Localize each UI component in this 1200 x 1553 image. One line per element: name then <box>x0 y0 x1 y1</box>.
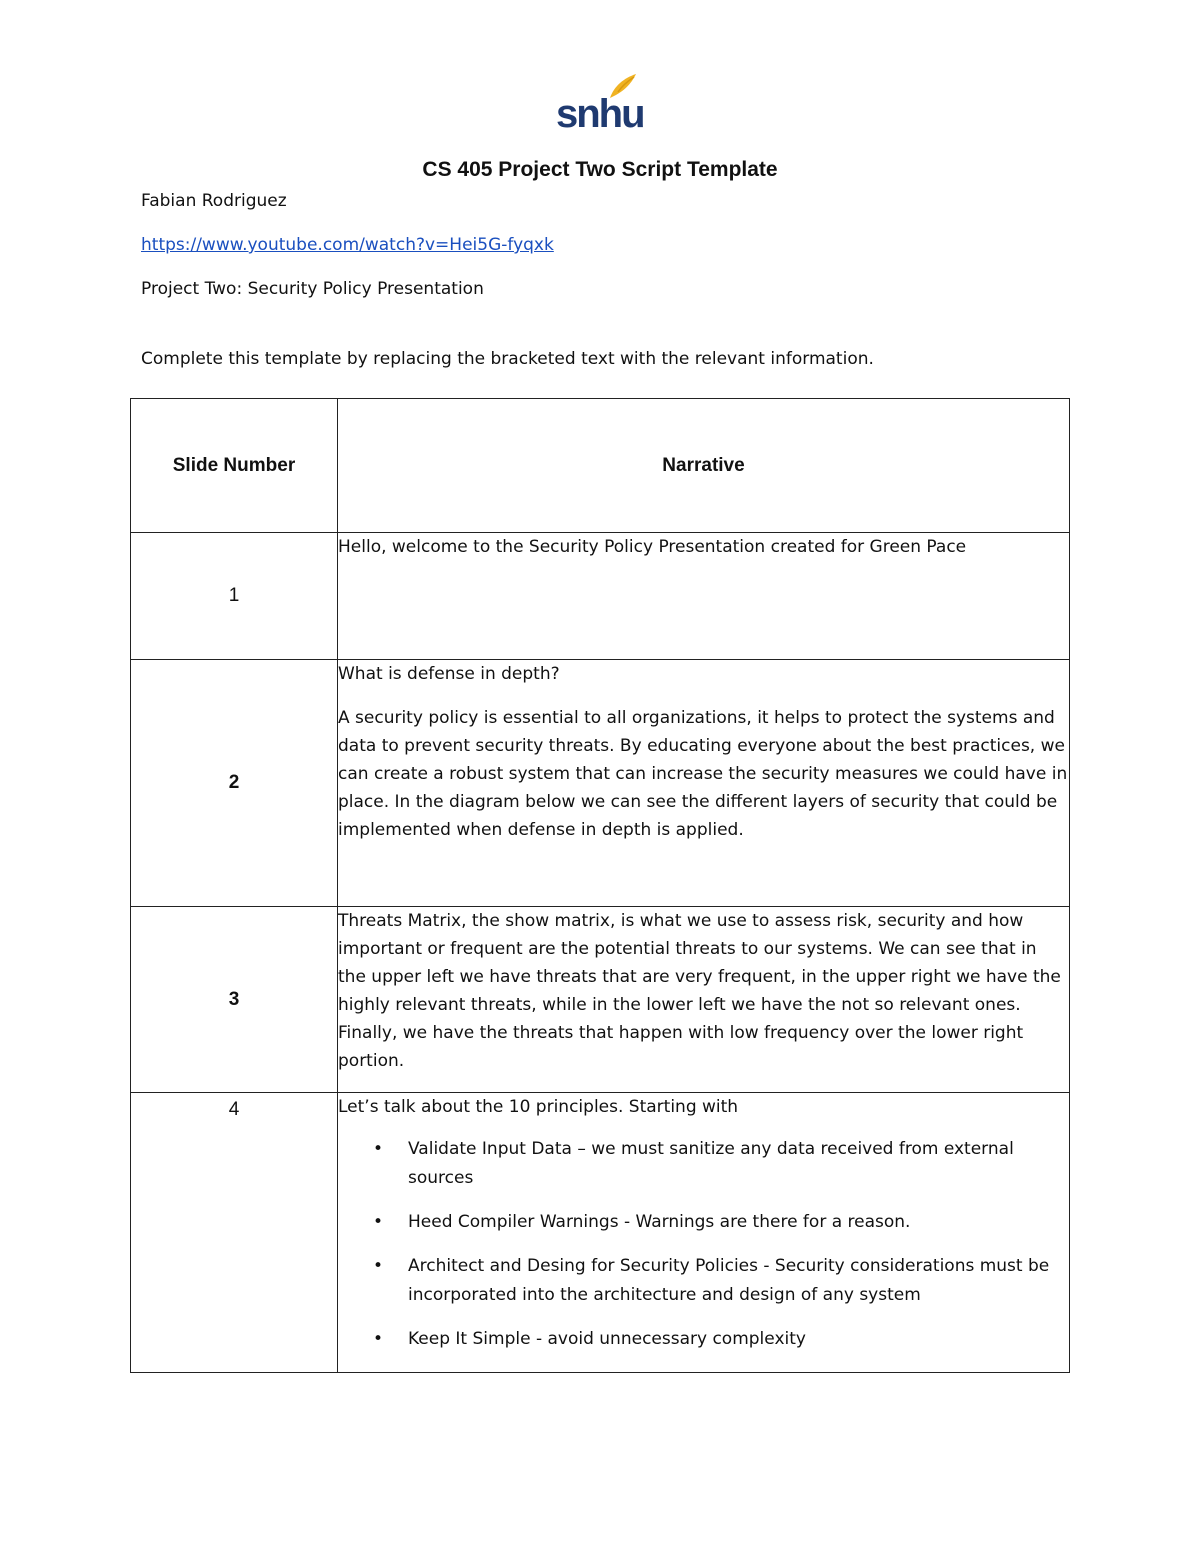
narrative-text: Let’s talk about the 10 principles. Starting with <box>338 1097 739 1117</box>
slide-number: 4 <box>131 1093 338 1373</box>
table-row <box>131 533 1070 660</box>
narrative-text: A security policy is essential to all organizations, it helps to protect the systems and data to prevent security threats. By educating everyone about the best practices, we can create a robust system that can increase the security measures we could have in place. In the diagram below we can see the different layers of security that could be implemented when defense in depth is applied. <box>338 708 1068 840</box>
narrative-cell <box>338 660 1070 907</box>
narrative-text: Hello, welcome to the Security Policy Presentation created for Green Pace <box>338 537 967 557</box>
script-table <box>130 398 1070 1373</box>
author-name: Fabian Rodriguez <box>141 191 287 211</box>
principles-list <box>338 1135 1069 1354</box>
list-item: • Keep It Simple - avoid unnecessary complexity <box>408 1325 1069 1354</box>
narrative-cell <box>338 533 1070 660</box>
video-link-line <box>141 235 554 255</box>
list-item: • Architect and Desing for Security Policies - Security considerations must be incorporated into the architecture and design of any system <box>408 1252 1069 1310</box>
list-item: • Validate Input Data – we must sanitize any data received from external sources <box>408 1135 1069 1193</box>
project-line: Project Two: Security Policy Presentation <box>141 279 484 299</box>
table-row <box>131 907 1070 1093</box>
video-link[interactable]: https://www.youtube.com/watch?v=Hei5G-fyqxk <box>141 235 554 255</box>
table-row <box>131 1093 1070 1373</box>
header-slide-number: Slide Number <box>131 399 338 533</box>
narrative-cell <box>338 907 1070 1093</box>
narrative-cell <box>338 1093 1070 1373</box>
instructions: Complete this template by replacing the bracketed text with the relevant information. <box>141 349 874 369</box>
logo-text: snhu <box>556 92 644 136</box>
list-item: • Heed Compiler Warnings - Warnings are there for a reason. <box>408 1208 1069 1237</box>
header-narrative: Narrative <box>338 399 1070 533</box>
narrative-text: What is defense in depth? <box>338 664 560 684</box>
snhu-logo <box>556 72 644 136</box>
narrative-text: Threats Matrix, the show matrix, is what we use to assess risk, security and how important or frequent are the potential threats to our systems. We can see that in the upper left we have threats that are very frequent, in the upper right we have the highly relevant threats, while in the lower left we have the not so relevant ones. Finally, we have the threats that happen with low frequency over the lower right portion. <box>338 911 1061 1071</box>
table-row <box>131 660 1070 907</box>
page-title: CS 405 Project Two Script Template <box>422 158 778 181</box>
table-header-row <box>131 399 1070 533</box>
slide-number: 2 <box>131 660 338 907</box>
slide-number: 1 <box>131 533 338 660</box>
slide-number: 3 <box>131 907 338 1093</box>
